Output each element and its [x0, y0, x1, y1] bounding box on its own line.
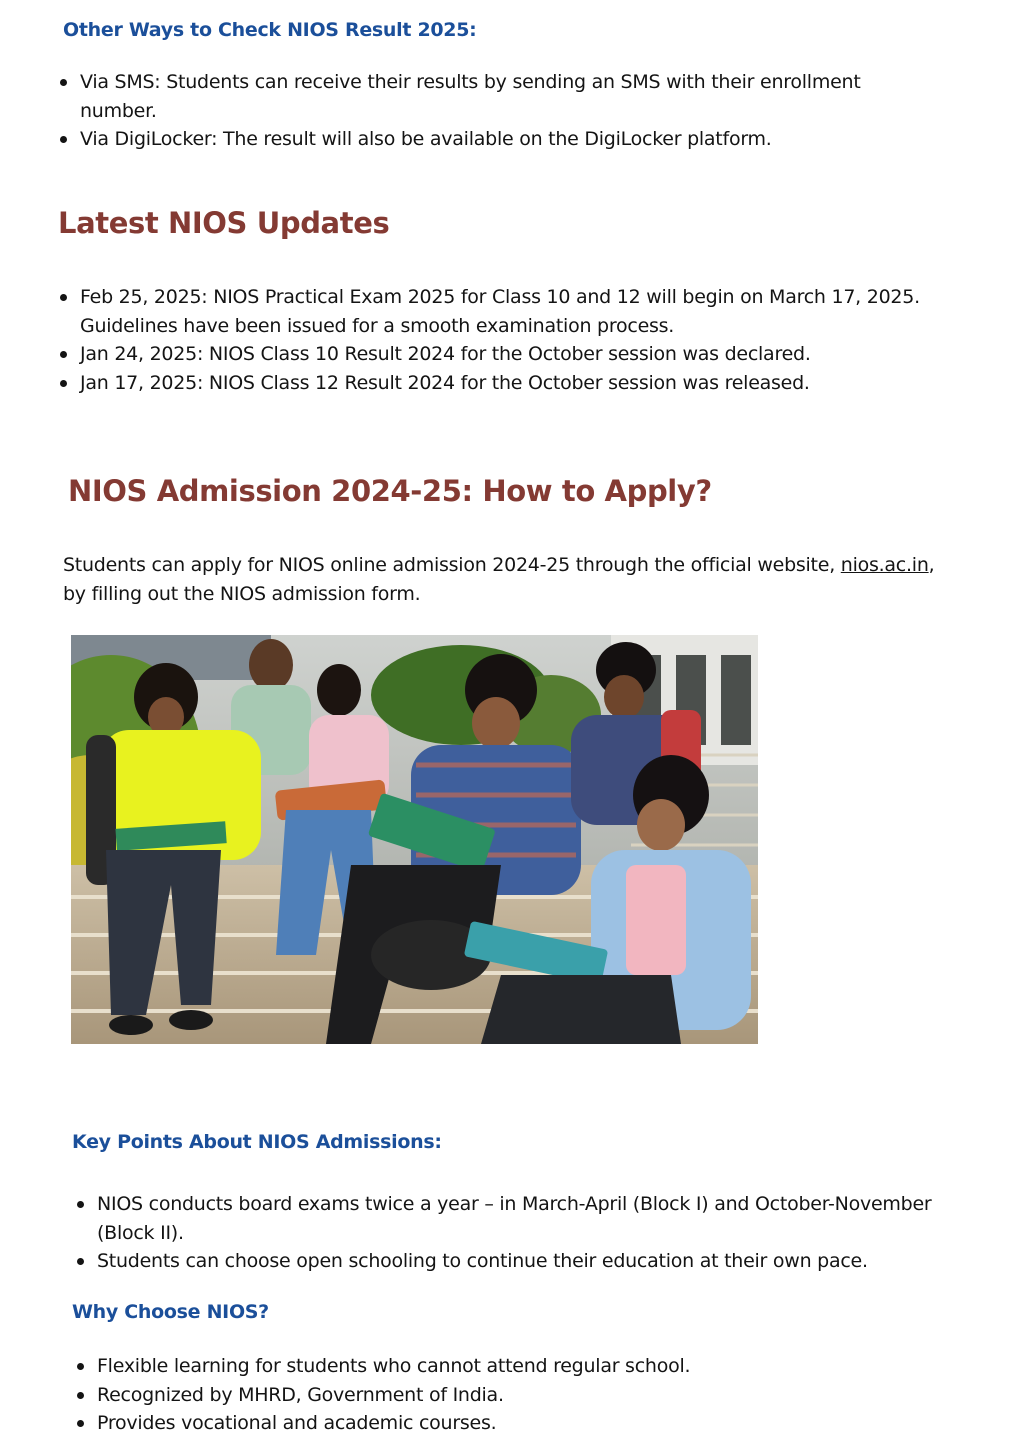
list-item	[75, 1352, 1010, 1381]
list-item-text: Recognized by MHRD, Government of India.	[97, 1383, 504, 1406]
admission-paragraph	[63, 551, 1013, 608]
paragraph-punctuation: ,	[928, 554, 935, 576]
list-item	[75, 1190, 1010, 1247]
paragraph-text: Students can apply for NIOS online admission 2024-25 through the official website,	[63, 554, 841, 576]
students-studying-on-steps-photo	[71, 635, 758, 1044]
list-item-text: Via DigiLocker: The result will also be available on the DigiLocker platform.	[80, 128, 772, 150]
list-item-text-cont: Guidelines have been issued for a smooth examination process.	[80, 314, 675, 337]
section-heading-key-points: Key Points About NIOS Admissions:	[72, 1131, 442, 1153]
section-heading-admission: NIOS Admission 2024-25: How to Apply?	[68, 474, 712, 508]
list-item-text: Feb 25, 2025: NIOS Practical Exam 2025 for Class 10 and 12 will begin on March 17, 2025.	[80, 286, 920, 308]
list-item-text: Via SMS: Students can receive their results by sending an SMS with their enrollment	[80, 71, 861, 93]
section-heading-why-choose: Why Choose NIOS?	[72, 1301, 269, 1323]
check-result-list	[58, 68, 998, 154]
list-item	[58, 369, 1008, 398]
list-item-text: Provides vocational and academic courses.	[97, 1412, 497, 1434]
why-choose-list	[75, 1352, 1010, 1438]
latest-updates-list	[58, 283, 1008, 397]
list-item-text: Jan 17, 2025: NIOS Class 12 Result 2024 for the October session was released.	[80, 371, 810, 394]
list-item	[58, 340, 1008, 369]
list-item	[75, 1247, 1010, 1276]
section-heading-latest-updates: Latest NIOS Updates	[58, 206, 390, 240]
nios-website-link[interactable]: nios.ac.in	[840, 554, 929, 576]
list-item-text-cont: number.	[80, 99, 157, 122]
list-item-text: Flexible learning for students who cannot attend regular school.	[97, 1355, 691, 1377]
list-item	[58, 68, 998, 125]
list-item	[58, 125, 998, 154]
list-item	[75, 1381, 1010, 1410]
key-points-list	[75, 1190, 1010, 1276]
list-item-text: Jan 24, 2025: NIOS Class 10 Result 2024 for the October session was declared.	[80, 343, 811, 365]
list-item	[75, 1409, 1010, 1438]
list-item-text-cont: (Block II).	[97, 1221, 184, 1244]
paragraph-text-cont: by filling out the NIOS admission form.	[63, 582, 421, 605]
list-item-text: Students can choose open schooling to continue their education at their own pace.	[97, 1250, 868, 1272]
list-item-text: NIOS conducts board exams twice a year – in March-April (Block I) and October-November	[97, 1193, 932, 1215]
photo-illustration	[71, 635, 758, 1044]
list-item	[58, 283, 1008, 340]
section-heading-check-result: Other Ways to Check NIOS Result 2025:	[63, 19, 477, 41]
